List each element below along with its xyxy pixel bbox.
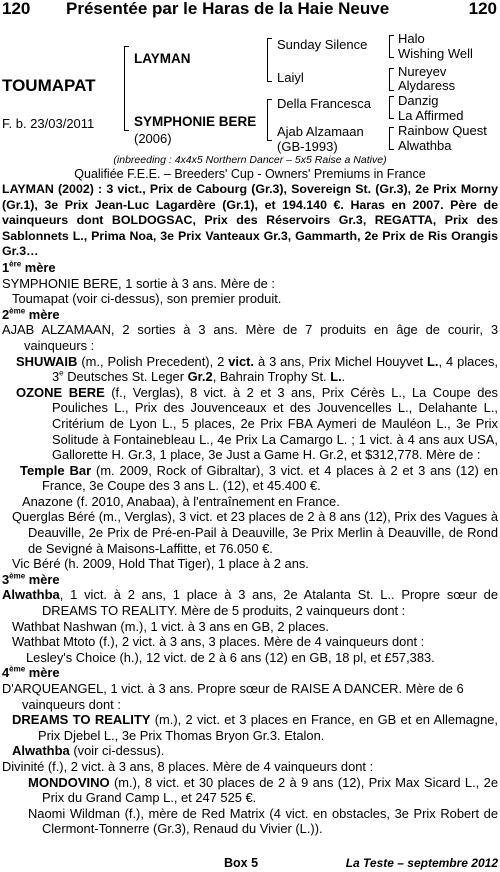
sire-name: LAYMAN: [134, 51, 191, 66]
dam2-produce-vic: Vic Béré (h. 2009, Hold That Tiger), 1 place à 2 ans.: [12, 556, 309, 572]
lot-number-left: 120: [2, 0, 31, 18]
dam-sire: Della Francesca: [277, 96, 371, 111]
dam4-heading: 4ème mère: [2, 665, 60, 681]
dam2-produce-ozone: OZONE BERE (f., Verglas), 8 vict. à 2 et 3 ans, Prix Cérès L., La Coupe des Pouliches L., Prix des Jouvenceaux et des Jouvencelles L., Delahante L., Critérium de Lyon L., 5 places, 2e Prix FBA Aymeri de Mauléon L., 3e Prix Solitude à Fontainebleau L., 4e Prix La Camargo L. ; 1 vict. à 4 ans aux USA, Gallorette H. Gr.3, 1 place, 3e Just a Game H. Gr.2, et $312,778. Mère de :: [16, 384, 498, 463]
dam2-heading: 2ème mère: [2, 306, 60, 322]
g3-name: Alydaress: [398, 78, 456, 93]
dam-name: SYMPHONIE BERE: [134, 114, 257, 129]
sire-paragraph: LAYMAN (2002) : 3 vict., Prix de Cabourg (Gr.3), Sovereign St. (Gr.3), 2e Prix Morny (Gr.1), 3e Prix Jean-Luc Lagardère (Gr.1), et 194.140 €. Haras en 2007. Père de vainqueurs dont BOLDOGSAC, Prix des Réservoirs Gr.3, REGATTA, Prix des Sablonnets L., Prima Noa, 3e Prix Vanteaux Gr.3, Gammarth, 2e Prix de Ris Orangis Gr.3…: [2, 182, 498, 259]
dam3-heading: 3ème mère: [2, 571, 60, 587]
horse-info: F. b. 23/03/2011: [2, 116, 95, 131]
g3-name: Rainbow Quest: [398, 123, 487, 138]
bracket-sire: [267, 38, 272, 82]
dam2-produce-querglas: Querglas Béré (m., Verglas), 3 vict. et 23 places de 2 à 8 ans (12), Prix des Vagues à Deauville, 2e Prix de Pré-en-Pail à Deauville, 3e Prix Merlin à Deauville, de Rond de Sevigné à Maisons-Laffitte, et 76.050 €.: [12, 509, 498, 556]
bracket-g3-2: [389, 68, 394, 91]
dam3-produce-lesley: Lesley's Choice (h.), 12 vict. de 2 à 6 ans (12) en GB, 18 pl, et £57,383.: [26, 649, 435, 665]
g3-name: Halo: [398, 31, 425, 46]
inbreeding-note: (inbreeding : 4x4x5 Northern Dancer – 5x5 Raise a Native): [113, 154, 387, 166]
bracket-parents: [124, 46, 129, 131]
dam4-produce-naomi: Naomi Wildman (f.), mère de Red Matrix (4 vict. en obstacles, 3e Prix Robert de Clermont-Tonnerre (Gr.3), Renaud du Vivier (L.)).: [28, 805, 498, 837]
dam4-produce-divinite: Divinité (f.), 2 vict. à 3 ans, 8 places. Mère de 4 vainqueurs dont :: [2, 758, 374, 774]
sire-dam: Laiyl: [277, 70, 304, 85]
dam4-produce-dreams: DREAMS TO REALITY (m.), 2 vict. et 3 places en France, en GB et en Allemagne, Prix Djebel L., 3e Prix Thomas Bryon Gr.3. Etalon.: [12, 712, 498, 743]
dam2-produce-shuwaib: SHUWAIB (m., Polish Precedent), 2 vict. à 3 ans, Prix Michel Houyvet L., 4 places, 3e Deutsches St. Leger Gr.2, Bahrain Trophy St. L..: [16, 353, 498, 385]
dam-dam: Ajab Alzamaan: [277, 124, 364, 139]
footer-sale: La Teste – septembre 2012: [345, 856, 498, 870]
dam3-produce-nashwan: Wathbat Nashwan (m.), 1 vict. à 3 ans en GB, 2 places.: [12, 618, 329, 634]
dam2-intro: AJAB ALZAMAAN, 2 sorties à 3 ans. Mère de 7 produits en âge de courir, 3 vainqueurs :: [2, 322, 498, 353]
dam2-produce-anazone: Anazone (f. 2010, Anabaa), à l'entraînement en France.: [22, 493, 340, 509]
dam4-produce-mondovino: MONDOVINO (m.), 8 vict. et 30 places de 2 à 9 ans (12), Prix Max Sicard L., 2e Prix du Grand Camp L., et 247 525 €.: [28, 774, 498, 806]
dam4-darqueangel: D'ARQUEANGEL, 1 vict. à 3 ans. Propre sœur de RAISE A DANCER. Mère de 6 vainqueurs dont :: [2, 681, 464, 712]
dam1-heading: 1ère mère: [2, 259, 56, 275]
dam4-produce-alwathba: Alwathba (voir ci-dessus).: [12, 743, 165, 759]
dam1-line: SYMPHONIE BERE, 1 sortie à 3 ans. Mère de :: [2, 275, 275, 291]
dam1-produce: Toumapat (voir ci-dessus), son premier produit.: [12, 291, 282, 307]
lot-number-right: 120: [468, 0, 497, 18]
qualification-note: Qualifiée F.E.E. – Breeders' Cup - Owners' Premiums in France: [74, 167, 426, 181]
dam2-produce-temple-bar: Temple Bar (m. 2009, Rock of Gibraltar), 3 vict. et 4 places à 2 et 3 ans (12) en France, 3e Coupe des 3 ans L. (12), et 45.400 €.: [20, 462, 498, 494]
dam-dam-note: (GB-1993): [277, 139, 338, 154]
g3-name: Alwathba: [398, 138, 452, 153]
page-title: Présentée par le Haras de la Haie Neuve: [66, 0, 390, 18]
bracket-g3-1: [389, 35, 394, 58]
dam3-produce-mtoto: Wathbat Mtoto (f.), 2 vict. à 3 ans, 3 places. Mère de 4 vainqueurs dont :: [12, 634, 425, 650]
bracket-g3-4: [389, 127, 394, 150]
g3-name: Wishing Well: [398, 46, 473, 61]
g3-name: La Affirmed: [398, 108, 464, 123]
bracket-g3-3: [389, 96, 394, 119]
g3-name: Danzig: [398, 93, 439, 108]
sire-sire: Sunday Silence: [277, 37, 368, 52]
footer-box: Box 5: [224, 856, 259, 870]
g3-name: Nureyev: [398, 64, 447, 79]
bracket-dam: [267, 99, 272, 141]
horse-name: TOUMAPAT: [2, 76, 96, 95]
dam-year: (2006): [134, 131, 172, 146]
dam3-alwathba: Alwathba, 1 vict. à 2 ans, 1 place à 3 ans, 2e Atalanta St. L.. Propre sœur de DREAMS TO REALITY. Mère de 5 produits, 2 vainqueurs dont :: [2, 587, 498, 619]
pedigree-text: [2, 182, 498, 837]
